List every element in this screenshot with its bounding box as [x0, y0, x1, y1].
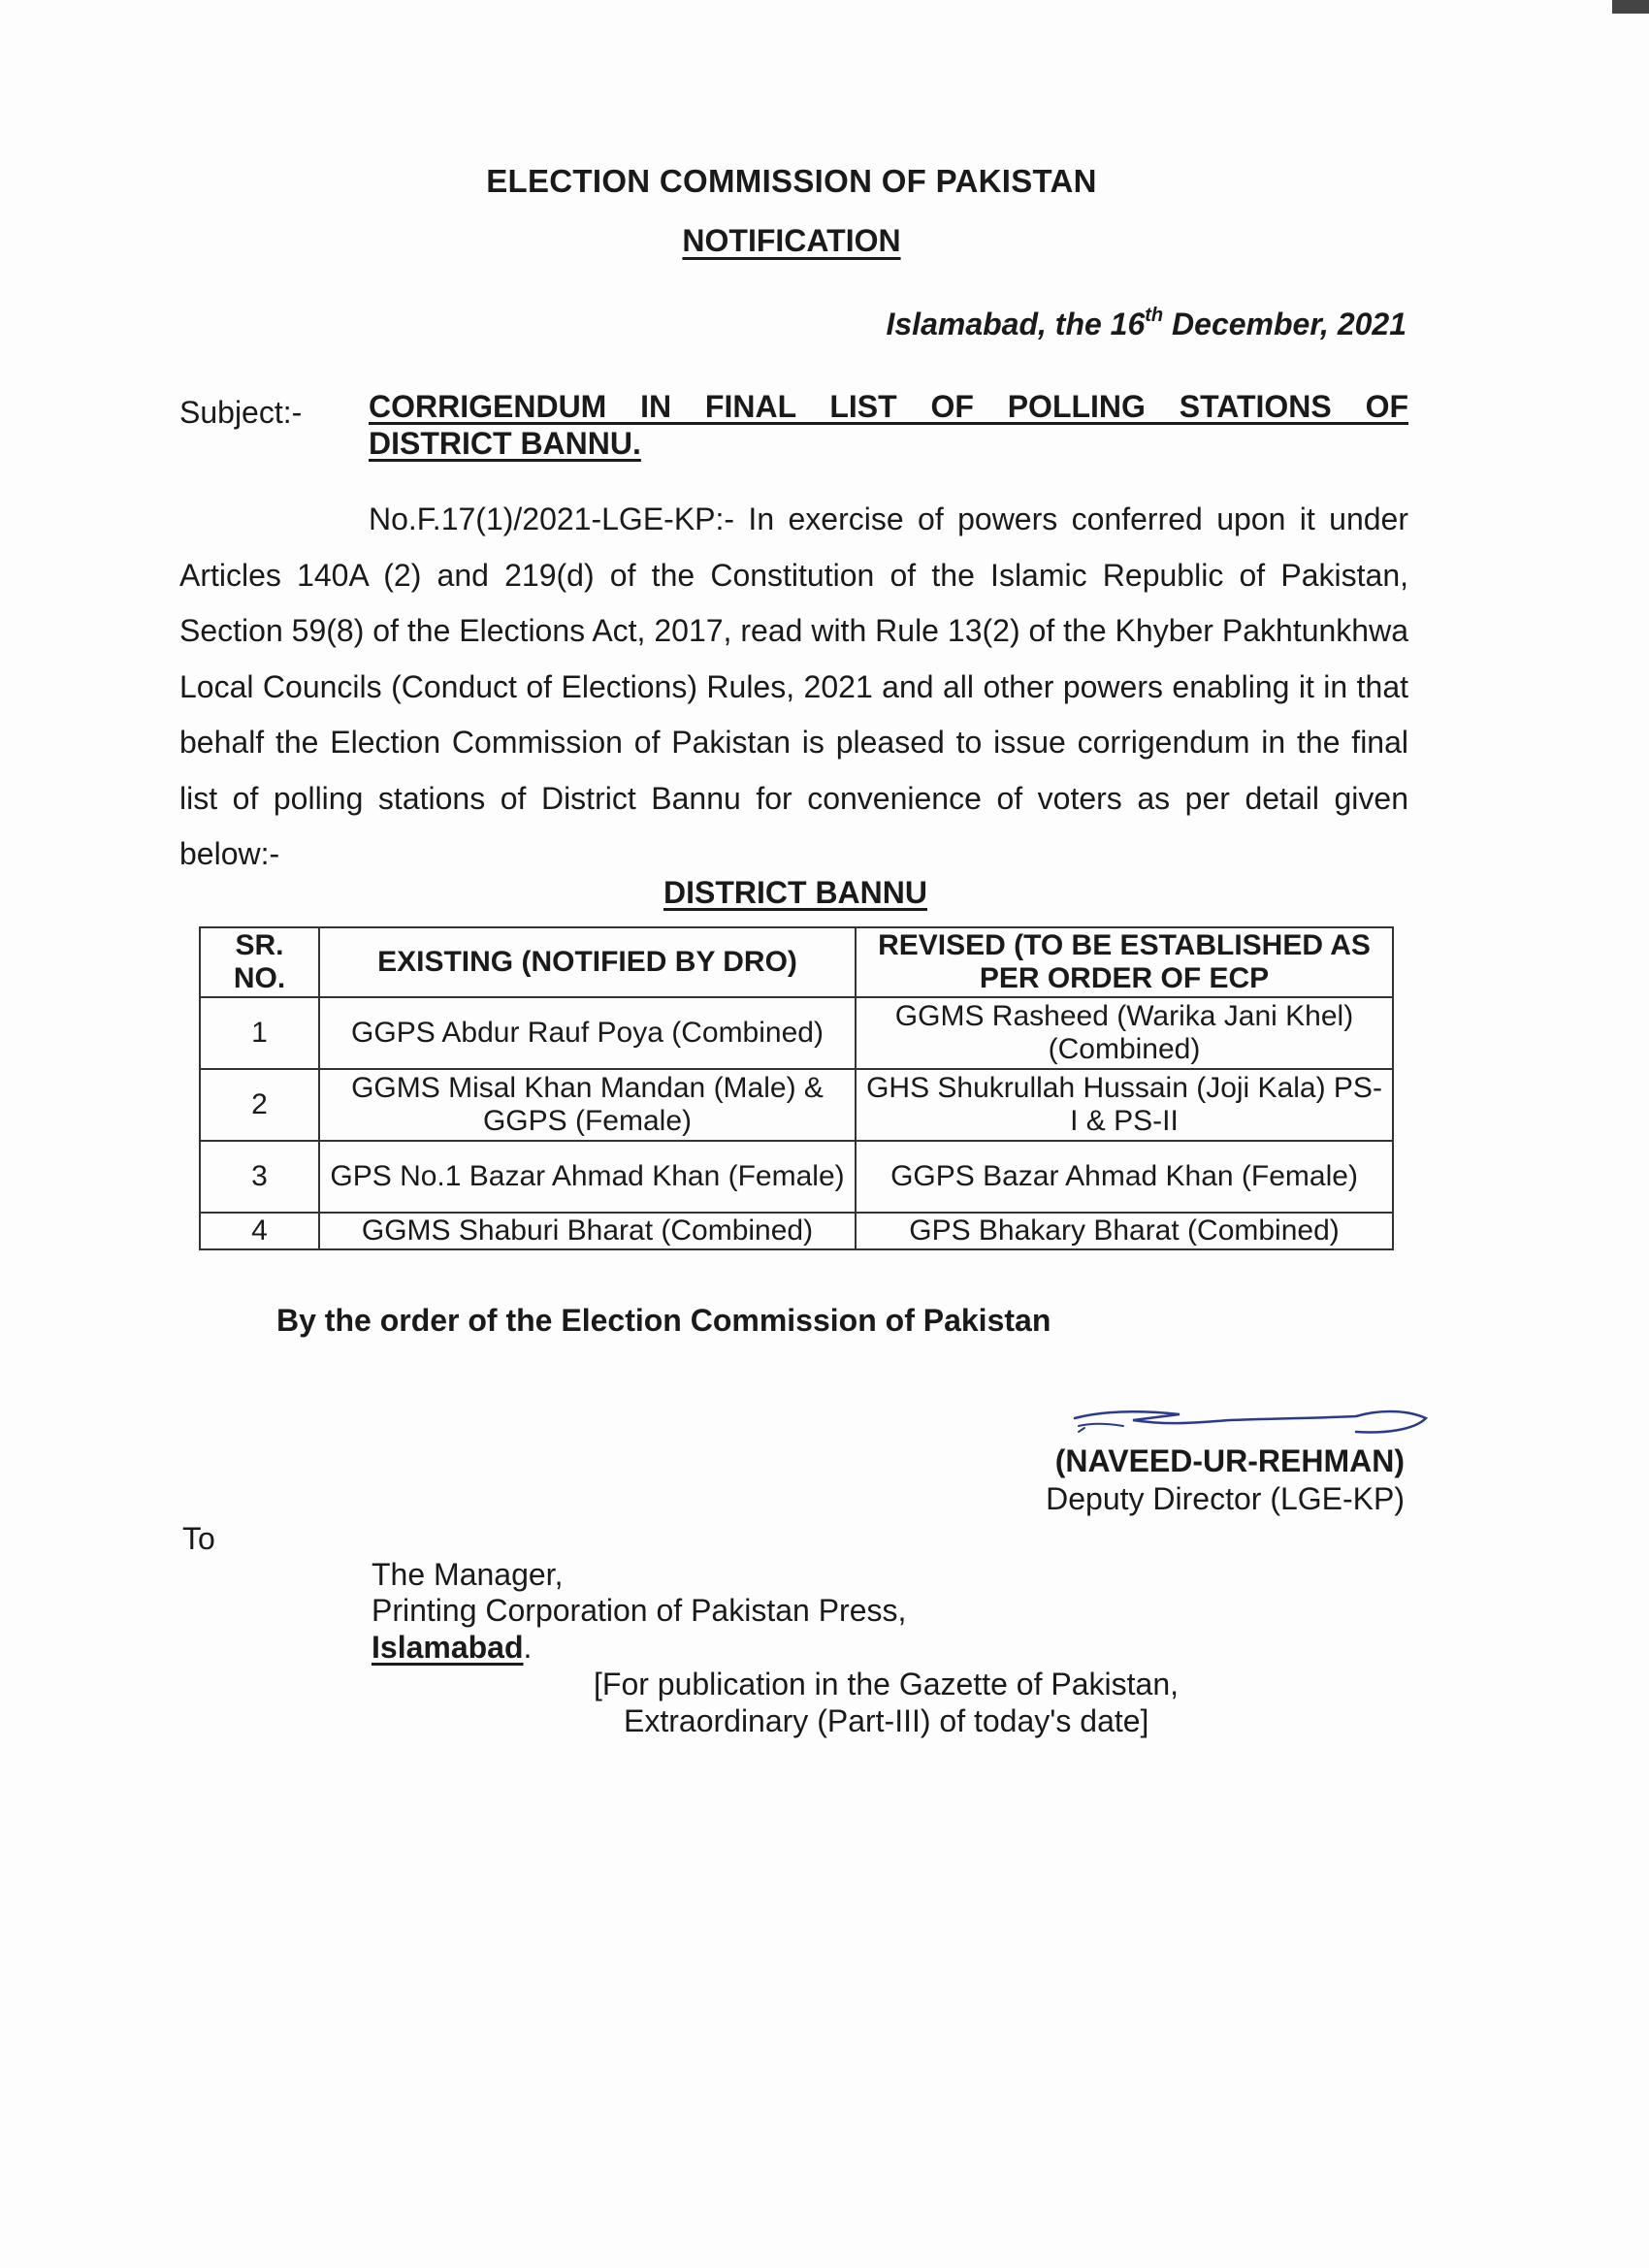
publication-note-line-1: [For publication in the Gazette of Pakistan,: [594, 1667, 1179, 1701]
recipient-line-1: The Manager,: [372, 1557, 564, 1592]
cell-existing: GGMS Misal Khan Mandan (Male) & GGPS (Female): [319, 1069, 856, 1141]
signature-image: [1065, 1397, 1434, 1443]
recipient-city: Islamabad: [372, 1630, 524, 1665]
table-header-row: [200, 927, 1393, 997]
body-paragraph: No.F.17(1)/2021-LGE-KP:- In exercise of powers conferred upon it under Articles 140A (2) and 219(d) of the Constitution of the Islamic Republic of Pakistan, Section 59(8) of the Elections Act, 2017, read with Rule 13(2) of the Khyber Pakhtunkhwa Local Councils (Conduct of Elections) Rules, 2021 and all other powers enabling it in that behalf the Election Commission of Pakistan is pleased to issue corrigendum in the final list of polling stations of District Bannu for convenience of voters as per detail given below:-: [179, 502, 1408, 871]
cell-existing: GGMS Shaburi Bharat (Combined): [319, 1213, 856, 1249]
table-row: [200, 1213, 1393, 1249]
to-label: To: [182, 1521, 215, 1556]
recipient-city-line: [372, 1630, 532, 1666]
cell-sr: 2: [200, 1069, 319, 1141]
table-row: [200, 1069, 1393, 1141]
subject-label: Subject:-: [179, 395, 303, 430]
table-row: [200, 997, 1393, 1069]
cell-revised: GHS Shukrullah Hussain (Joji Kala) PS-I & PS-II: [856, 1069, 1393, 1141]
cell-revised: GGMS Rasheed (Warika Jani Khel) (Combined): [856, 997, 1393, 1069]
cell-existing: GGPS Abdur Rauf Poya (Combined): [319, 997, 856, 1069]
recipient-line-2: Printing Corporation of Pakistan Press,: [372, 1593, 907, 1628]
column-header-revised: REVISED (TO BE ESTABLISHED AS PER ORDER OF ECP: [856, 927, 1393, 997]
date-suffix: December, 2021: [1163, 307, 1406, 341]
cell-sr: 3: [200, 1141, 319, 1213]
signer-title: Deputy Director (LGE-KP): [1046, 1481, 1405, 1516]
cell-sr: 4: [200, 1213, 319, 1249]
cell-existing: GPS No.1 Bazar Ahmad Khan (Female): [319, 1141, 856, 1213]
table-heading: DISTRICT BANNU: [663, 875, 927, 910]
date-superscript: th: [1145, 305, 1164, 326]
notification-title: NOTIFICATION: [682, 223, 901, 258]
column-header-sr: SR. NO.: [200, 927, 319, 997]
subject-text: [369, 388, 1408, 462]
subject-line-2: DISTRICT BANNU.: [369, 426, 641, 461]
date-line: [886, 307, 1406, 342]
date-prefix: Islamabad, the 16: [886, 307, 1146, 341]
signer-name: (NAVEED-UR-REHMAN): [1054, 1443, 1405, 1478]
scan-edge-mark: [1612, 0, 1649, 14]
cell-revised: GGPS Bazar Ahmad Khan (Female): [856, 1141, 1393, 1213]
polling-stations-table: [199, 926, 1394, 1250]
column-header-existing: EXISTING (NOTIFIED BY DRO): [319, 927, 856, 997]
organization-title: ELECTION COMMISSION OF PAKISTAN: [486, 163, 1097, 199]
cell-sr: 1: [200, 997, 319, 1069]
order-line: By the order of the Election Commission of Pakistan: [276, 1303, 1051, 1338]
cell-revised: GPS Bhakary Bharat (Combined): [856, 1213, 1393, 1249]
table-row: [200, 1141, 1393, 1213]
publication-note-line-2: Extraordinary (Part-III) of today's date]: [624, 1703, 1149, 1738]
subject-line-1: CORRIGENDUM IN FINAL LIST OF POLLING STATIONS OF: [369, 389, 1408, 424]
recipient-city-suffix: .: [523, 1630, 533, 1665]
